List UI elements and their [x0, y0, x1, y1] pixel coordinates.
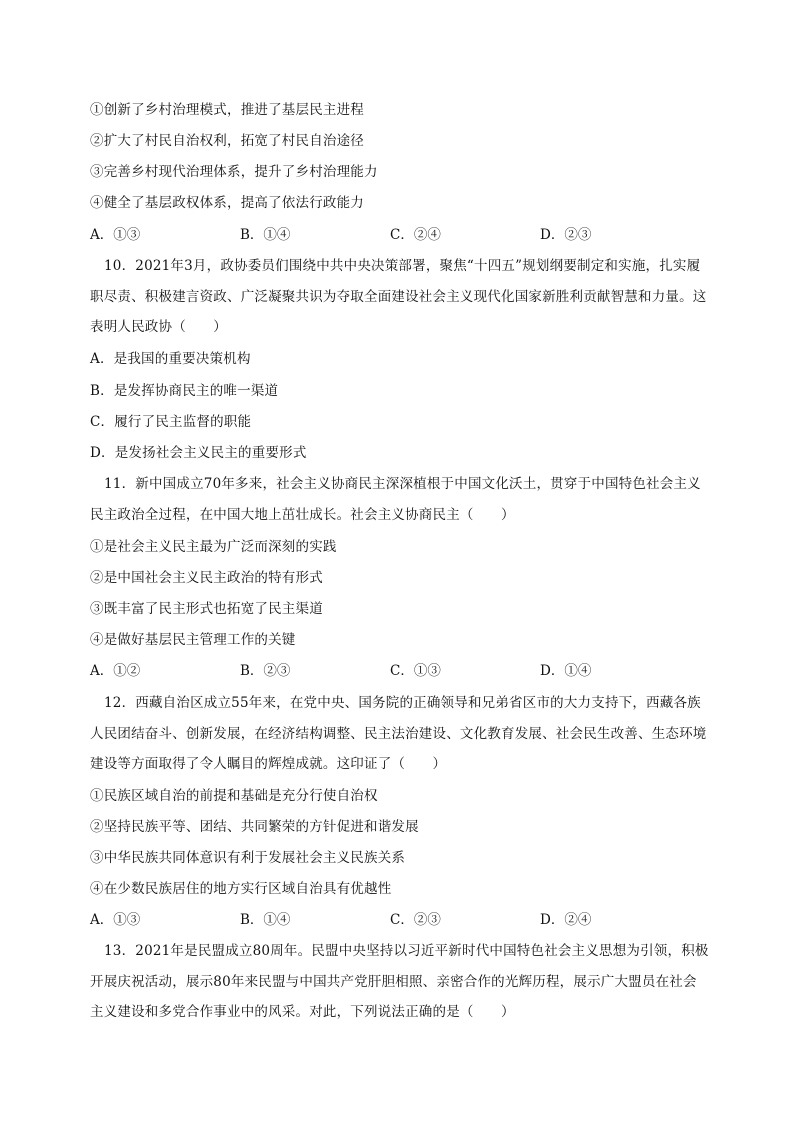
q13-stem: 13．2021年是民盟成立80周年。民盟中央坚持以习近平新时代中国特色社会主义思想为引领，积极开展庆祝活动，展示80年来民盟与中国共产党肝胆相照、亲密合作的光辉历程，展示广大盟员在社会主义建设和多党合作事业中的风采。对此，下列说法正确的是（ ） — [90, 943, 709, 1020]
q9-option-d: D．②③ — [540, 227, 592, 243]
q12-option-d: D．②④ — [540, 912, 592, 928]
q11-option-b: B．②③ — [240, 663, 291, 679]
q9-option-b: B．①④ — [240, 227, 291, 243]
q12-statement-3: ③中华民族共同体意识有利于发展社会主义民族关系 — [90, 850, 406, 866]
q9-statement-2: ②扩大了村民自治权利，拓宽了村民自治途径 — [90, 133, 364, 149]
q10-option-b: B．是发挥协商民主的唯一渠道 — [90, 383, 279, 399]
q12-statement-4: ④在少数民族居住的地方实行区域自治具有优越性 — [90, 881, 392, 897]
q12-stem: 12．西藏自治区成立55年来，在党中央、国务院的正确领导和兄弟省区市的大力支持下，西藏各族人民团结奋斗、创新发展，在经济结构调整、民主法治建设、文化教育发展、社会民生改善、生态环境建设等方面取得了令人瞩目的辉煌成就。这印证了（ ） — [90, 695, 707, 772]
q12-option-c: C．②③ — [390, 912, 441, 928]
q9-option-a: A．①③ — [90, 227, 141, 243]
q10-stem: 10．2021年3月，政协委员们围绕中共中央决策部署，聚焦“十四五”规划纲要制定和实施，扎实履职尽责、积极建言资政、广泛凝聚共识为夺取全面建设社会主义现代化国家新胜利贡献智慧和力量。这表明人民政协（ ） — [90, 258, 707, 335]
q11-option-c: C．①③ — [390, 663, 441, 679]
q12-options — [90, 911, 710, 929]
q11-statement-3: ③既丰富了民主形式也拓宽了民主渠道 — [90, 601, 323, 617]
q11-option-a: A．①② — [90, 663, 141, 679]
q9-options — [90, 226, 710, 244]
q11-option-d: D．①④ — [540, 663, 592, 679]
q9-statement-3: ③完善乡村现代治理体系，提升了乡村治理能力 — [90, 164, 378, 180]
q9-statement-4: ④健全了基层政权体系，提高了依法行政能力 — [90, 195, 364, 211]
q12-statement-2: ②坚持民族平等、团结、共同繁荣的方针促进和谐发展 — [90, 819, 419, 835]
q12-statement-1: ①民族区域自治的前提和基础是充分行使自治权 — [90, 788, 378, 804]
q10-option-c: C．履行了民主监督的职能 — [90, 414, 252, 430]
q10-option-a: A．是我国的重要决策机构 — [90, 351, 251, 367]
q11-statement-4: ④是做好基层民主管理工作的关键 — [90, 632, 296, 648]
q12-option-b: B．①④ — [240, 912, 291, 928]
q11-statement-2: ②是中国社会主义民主政治的特有形式 — [90, 570, 323, 586]
q12-option-a: A．①③ — [90, 912, 141, 928]
q11-options — [90, 662, 710, 680]
q11-stem: 11．新中国成立70年多来，社会主义协商民主深深植根于中国文化沃土，贯穿于中国特色社会主义民主政治全过程，在中国大地上茁壮成长。社会主义协商民主（ ） — [90, 476, 701, 523]
q9-option-c: C．②④ — [390, 227, 441, 243]
q11-statement-1: ①是社会主义民主最为广泛而深刻的实践 — [90, 539, 337, 555]
q10-option-d: D．是发扬社会主义民主的重要形式 — [90, 445, 307, 461]
q9-statement-1: ①创新了乡村治理模式，推进了基层民主进程 — [90, 102, 364, 118]
